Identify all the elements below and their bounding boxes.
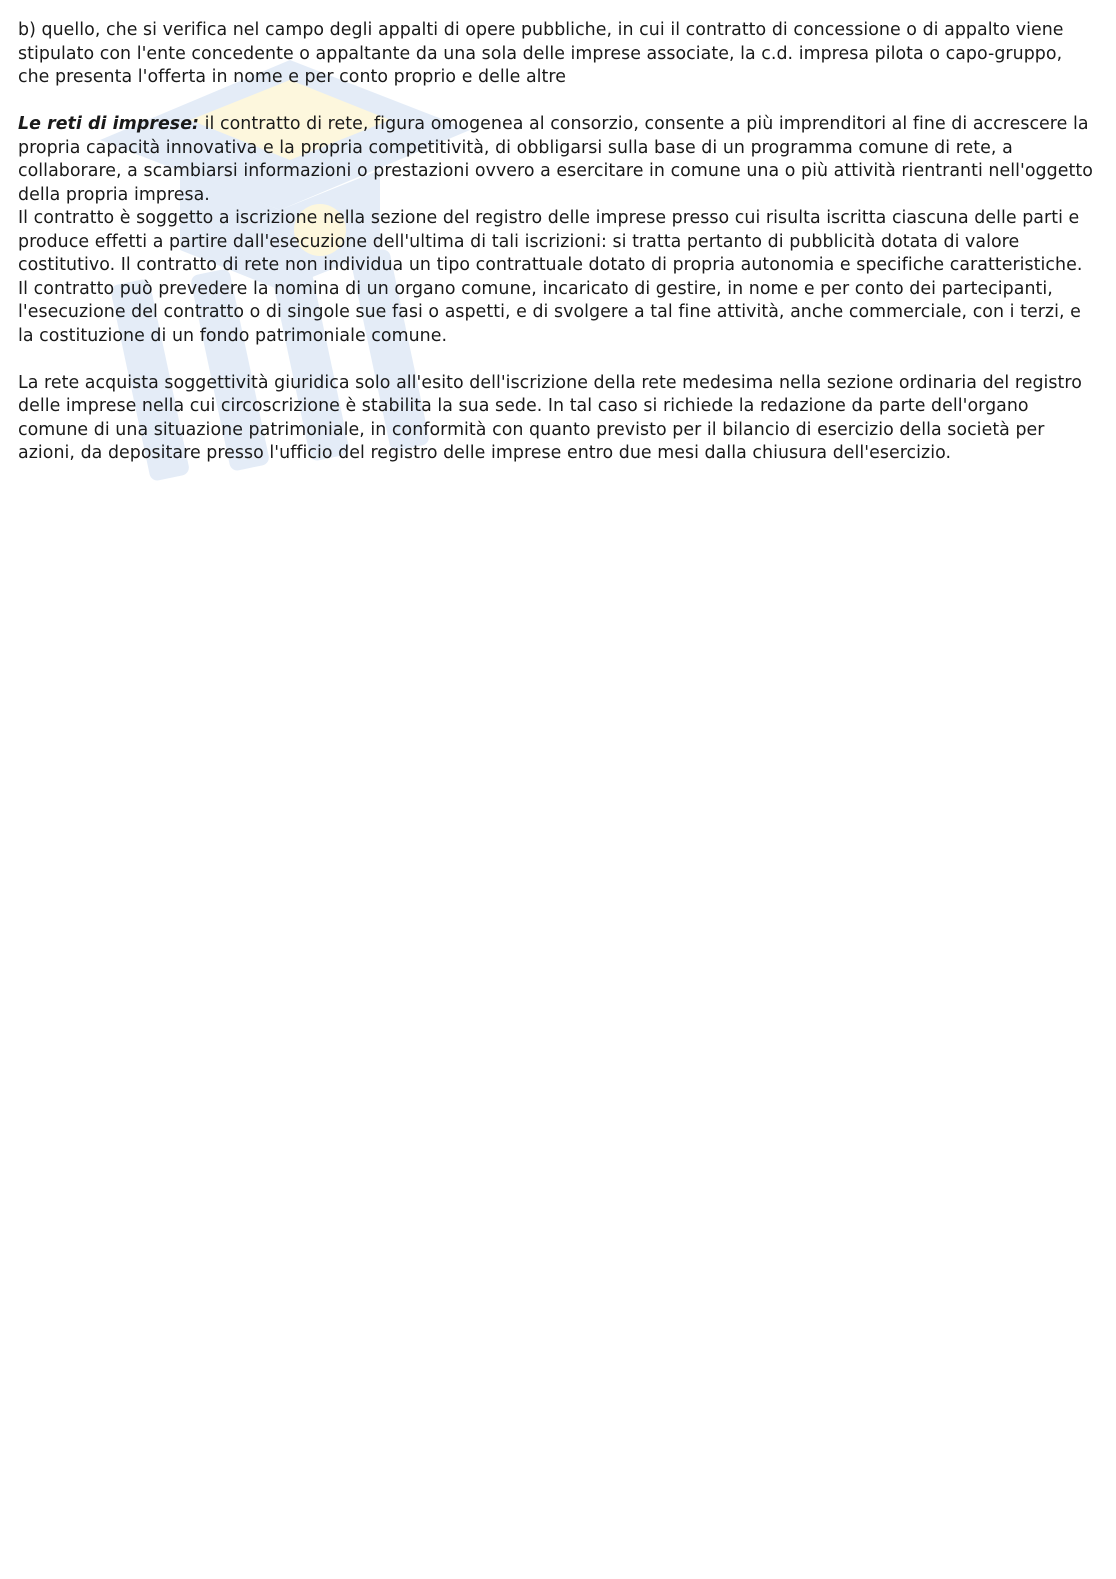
paragraph-reti-di-imprese (18, 113, 1098, 207)
paragraph-spacer (18, 348, 1098, 372)
paragraph-b: b) quello, che si verifica nel campo degli appalti di opere pubbliche, in cui il contratto di concessione o di appalto viene stipulato con l'ente concedente o appaltante da una sola delle imprese associate, la c.d. impresa pilota o capo-gruppo, che presenta l'offerta in nome e per conto proprio e delle altre (18, 20, 1064, 87)
reti-term-heading: Le reti di imprese: (18, 114, 200, 134)
paragraph-rete-soggettivita: La rete acquista soggettività giuridica solo all'esito dell'iscrizione della rete medesima nella sezione ordinaria del registro delle imprese nella cui circoscrizione è stabilita la sua sede. In tal caso si richiede la redazione da parte dell'organo comune di una situazione patrimoniale, in conformità con quanto previsto per il bilancio di esercizio della società per azioni, da depositare presso l'ufficio del registro delle imprese entro due mesi dalla chiusura dell'esercizio. (18, 372, 1082, 463)
reti-body-text: il contratto di rete, figura omogenea al consorzio, consente a più imprenditori al fine di accrescere la propria capacità innovativa e la propria competitività, di obbligarsi sulla base di un programma comune di rete, a collaborare, a scambiarsi informazioni o prestazioni ovvero a esercitare in comune una o più attività rientranti nell'oggetto della propria impresa. (18, 114, 1093, 205)
paragraph-contratto: Il contratto è soggetto a iscrizione nella sezione del registro delle imprese presso cui risulta iscritta ciascuna delle parti e produce effetti a partire dall'esecuzione dell'ultima di tali iscrizioni: si tratta pertanto di pubblicità dotata di valore costitutivo. Il contratto di rete non individua un tipo contrattuale dotato di propria autonomia e specifiche caratteristiche. Il contratto può prevedere la nomina di un organo comune, incaricato di gestire, in nome e per conto dei partecipanti, l'esecuzione del contratto o di singole sue fasi o aspetti, e di svolgere a tal fine attività, anche commerciale, con i terzi, e la costituzione di un fondo patrimoniale comune. (18, 208, 1083, 346)
paragraph-spacer (18, 90, 1098, 114)
document-body (18, 19, 1098, 466)
